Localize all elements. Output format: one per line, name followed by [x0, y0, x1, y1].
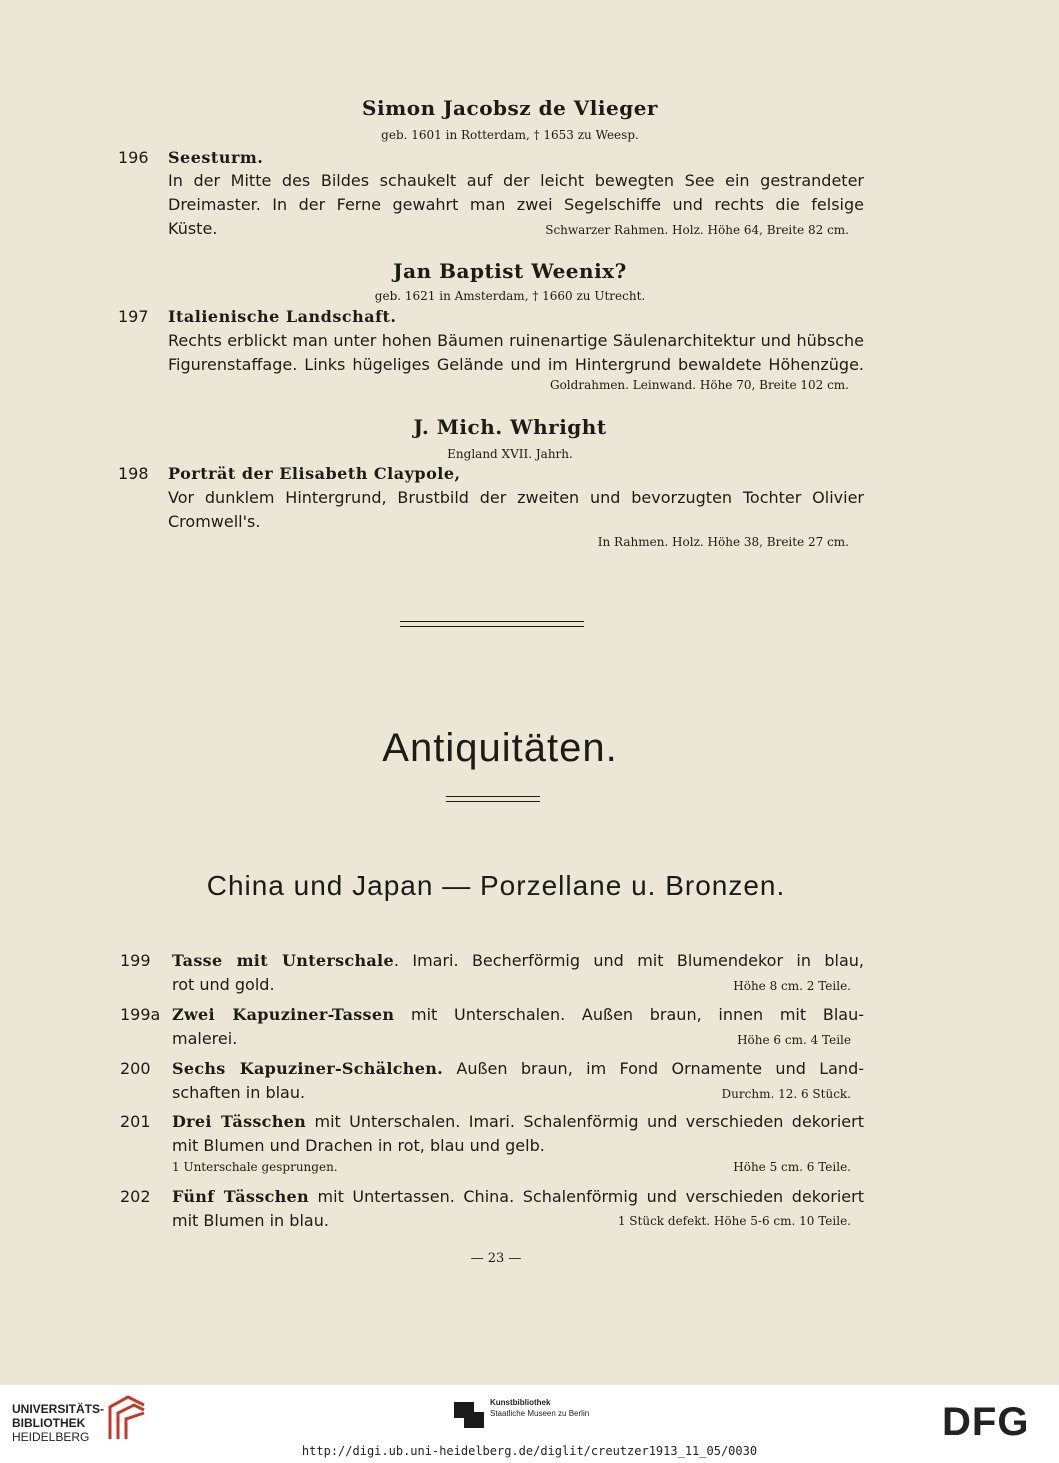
lot-description-line: schaften in blau. [172, 1083, 306, 1102]
lot-number: 200 [120, 1059, 151, 1078]
lot-text: Außen braun, im Fond Ornamente und Land- [456, 1059, 864, 1078]
lot-number: 199 [120, 951, 151, 970]
lot-description-line [172, 1112, 864, 1131]
lot-description-line: Dreimaster. In der Ferne gewahrt man zwei Segelschiffe und rechts die felsige [168, 195, 864, 214]
lot-note: 1 Unterschale gesprungen. [172, 1160, 338, 1174]
divider-rule [446, 801, 540, 802]
lot-title: Seesturm. [168, 148, 264, 167]
lot-text: mit Unterschalen. Imari. Schalenförmig und verschieden dekoriert [314, 1112, 864, 1131]
library-name-line: BIBLIOTHEK [12, 1416, 86, 1430]
university-library-logo [12, 1402, 104, 1444]
artist-life-dates: England XVII. Jahrh. [447, 447, 573, 461]
artist-life-dates: geb. 1601 in Rotterdam, † 1653 zu Weesp. [381, 128, 639, 142]
divider-rule [400, 626, 584, 627]
lot-meta: Höhe 6 cm. 4 Teile [737, 1033, 851, 1047]
lot-meta: 1 Stück defekt. Höhe 5-6 cm. 10 Teile. [617, 1214, 851, 1228]
lot-description-line: rot und gold. [172, 975, 275, 994]
lot-number: 199a [120, 1005, 161, 1024]
lot-title: Italienische Landschaft. [168, 307, 397, 326]
lot-text: mit Untertassen. China. Schalenförmig und verschieden dekoriert [317, 1187, 864, 1206]
lot-text: mit Unterschalen. Außen braun, innen mit Blau- [411, 1005, 864, 1024]
lot-description-line: malerei. [172, 1029, 238, 1048]
lot-number: 202 [120, 1187, 151, 1206]
artist-name: Simon Jacobsz de Vlieger [362, 96, 658, 120]
lot-description-line: Cromwell's. [168, 512, 261, 531]
page-number: — 23 — [470, 1251, 522, 1266]
library-name-line: UNIVERSITÄTS- [12, 1402, 105, 1416]
artist-life-dates: geb. 1621 in Amsterdam, † 1660 zu Utrecht. [374, 289, 646, 303]
lot-description-line [172, 1059, 864, 1078]
lot-description-line: mit Blumen und Drachen in rot, blau und gelb. [172, 1136, 545, 1155]
lot-title: Zwei Kapuziner-Tassen [172, 1005, 395, 1024]
lot-description-line: In der Mitte des Bildes schaukelt auf der leicht bewegten See ein gestrandeter [168, 171, 864, 190]
lot-title: Fünf Tässchen [172, 1187, 309, 1206]
lot-number: 198 [118, 464, 149, 483]
lot-number: 196 [118, 148, 149, 167]
lot-meta: In Rahmen. Holz. Höhe 38, Breite 27 cm. [597, 535, 849, 549]
subsection-title: China und Japan — Porzellane u. Bronzen. [206, 870, 786, 901]
lot-meta: Durchm. 12. 6 Stück. [721, 1087, 851, 1101]
lot-description-line [172, 951, 864, 970]
artist-name: J. Mich. Whright [413, 415, 607, 439]
lot-text: . Imari. Becherförmig und mit Blumendekor in blau, [393, 951, 864, 970]
lot-title: Porträt der Elisabeth Claypole, [168, 464, 461, 483]
section-title: Antiquitäten. [382, 726, 618, 770]
artist-name: Jan Baptist Weenix? [393, 259, 627, 283]
lot-description-line: Rechts erblickt man unter hohen Bäumen ruinenartige Säulenarchitektur und hübsche [168, 331, 864, 350]
kunstbibliothek-text [490, 1397, 589, 1419]
kb-subtitle: Staatliche Museen zu Berlin [490, 1409, 590, 1418]
lot-title: Sechs Kapuziner-Schälchen. [172, 1059, 444, 1078]
kunstbibliothek-logo-icon [452, 1400, 486, 1430]
library-name-line: HEIDELBERG [12, 1430, 90, 1444]
divider-rule [400, 621, 584, 622]
dfg-logo: DFG [942, 1400, 1030, 1444]
lot-meta: Goldrahmen. Leinwand. Höhe 70, Breite 102 cm. [550, 378, 849, 392]
lot-number: 197 [118, 307, 149, 326]
lot-description-line: Vor dunklem Hintergrund, Brustbild der zweiten und bevorzugten Tochter Olivier [168, 488, 864, 507]
source-url-link[interactable]: http://digi.ub.uni-heidelberg.de/diglit/creutzer1913_11_05/0030 [301, 1444, 758, 1458]
lot-number: 201 [120, 1112, 151, 1131]
lot-description-line [172, 1187, 864, 1206]
lot-meta: Schwarzer Rahmen. Holz. Höhe 64, Breite 82 cm. [545, 223, 849, 237]
kb-name: Kunstbibliothek [490, 1398, 551, 1407]
divider-rule [446, 796, 540, 797]
library-emblem-icon [104, 1393, 150, 1443]
lot-meta: Höhe 5 cm. 6 Teile. [733, 1160, 851, 1174]
lot-description-line [172, 1005, 864, 1024]
lot-description-line: Küste. [168, 219, 218, 238]
lot-title: Drei Tässchen [172, 1112, 307, 1131]
lot-description-line: mit Blumen in blau. [172, 1211, 329, 1230]
lot-title: Tasse mit Unterschale [172, 951, 394, 970]
lot-meta: Höhe 8 cm. 2 Teile. [733, 979, 851, 993]
lot-description-line: Figurenstaffage. Links hügeliges Gelände und im Hintergrund bewaldete Höhenzüge. [168, 355, 864, 374]
